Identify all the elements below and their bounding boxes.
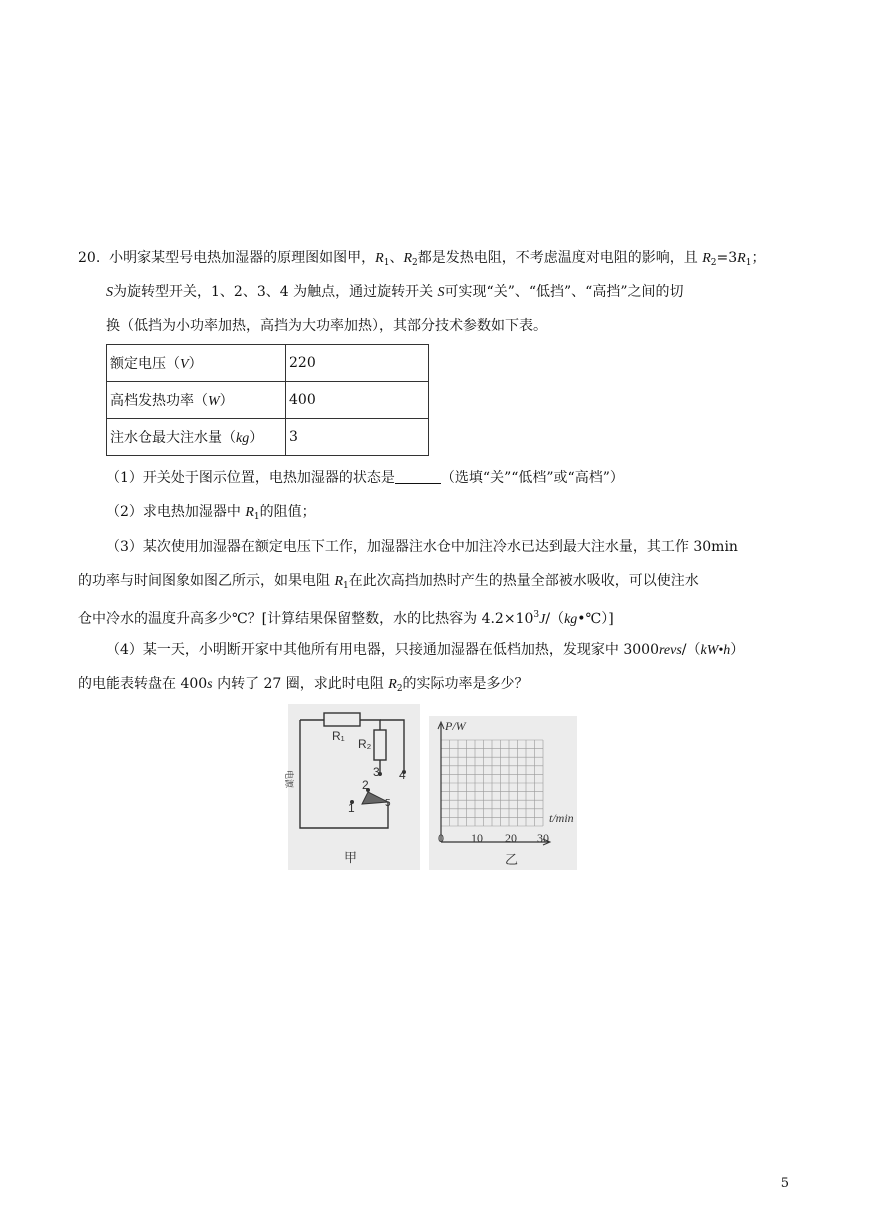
table-cell-label: 额定电压（V） (107, 345, 286, 382)
parameter-table (106, 344, 429, 456)
table-cell-value: 3 (286, 419, 429, 456)
x-tick-label: 0 (438, 831, 444, 845)
question-intro-line-3: 换（低挡为小功率加热，高挡为大功率加热），其部分技术参数如下表。 (106, 318, 547, 334)
table-row (107, 382, 429, 419)
x-tick-label: 10 (471, 831, 483, 845)
r1-resistor (324, 713, 360, 726)
part-4-line-1: （4）某一天，小明断开家中其他所有用电器，只接通加湿器在低档加热，发现家中 3000revs/（kW•h） (106, 642, 745, 658)
circuit-diagram (284, 704, 420, 870)
part-2: （2）求电热加湿器中 $R_1$的阻值； (106, 504, 316, 522)
x-axis-label: t/min (549, 811, 574, 825)
part-3-line-1: （3）某次使用加湿器在额定电压下工作，加湿器注水仓中加注冷水已达到最大注水量，其工作 30min (106, 539, 738, 555)
figure-caption-jia: 甲 (344, 850, 358, 865)
power-source-label: 电源 (284, 770, 294, 789)
table-cell-label: 高档发热功率（W） (107, 382, 286, 419)
circuit-wire (380, 720, 404, 770)
answer-blank (395, 469, 441, 484)
figure-caption-yi: 乙 (505, 852, 519, 867)
question-intro-line-1: 20. 小明家某型号电热加湿器的原理图如图甲，$R_1$、$R_2$都是发热电阻，不考虑温度对电阻的影响，且 $R_2=3R_1$； (78, 250, 766, 268)
r2-label: R₂ (358, 737, 372, 751)
question-number: 20. (78, 250, 101, 266)
table-row (107, 419, 429, 456)
circuit-wire (360, 720, 380, 730)
contact-3-label: 3 (373, 765, 380, 779)
contact-4-label: 4 (399, 768, 406, 782)
power-time-graph-figure (429, 716, 577, 870)
power-time-graph (429, 716, 577, 870)
x-tick-label: 30 (537, 831, 549, 845)
contact-1-label: 1 (348, 801, 355, 815)
table-cell-value: 400 (286, 382, 429, 419)
table-cell-label: 注水仓最大注水量（kg） (107, 419, 286, 456)
contact-2-label: 2 (362, 778, 369, 792)
circuit-diagram-figure (284, 704, 420, 870)
part-3-line-2: 的功率与时间图象如图乙所示，如果电阻 $R_1$在此次高挡加热时产生的热量全部被水吸收，可以使注水 (78, 573, 699, 591)
r2-resistor (374, 730, 386, 760)
y-axis-label: P/W (445, 719, 466, 733)
page-number: 5 (780, 1176, 789, 1191)
part-3-line-3: 仓中冷水的温度升高多少℃？[计算结果保留整数，水的比热容为 $4.2\times 10^3J/(kg•℃)$] (78, 610, 614, 627)
part-1: （1）开关处于图示位置，电热加湿器的状态是 （选填“关”“低档”或“高档”） (106, 470, 624, 486)
question-intro-line-2: S为旋转型开关，1、2、3、4 为触点，通过旋转开关 S可实现“关”、“低挡”、“高挡”之间的切 (106, 284, 684, 300)
x-tick-label: 20 (505, 831, 517, 845)
table-row (107, 345, 429, 382)
part-4-line-2: 的电能表转盘在 400s 内转了 27 圈，求此时电阻 $R_2$的实际功率是多少？ (78, 676, 529, 694)
table-cell-value: 220 (286, 345, 429, 382)
r1-label: R₁ (332, 729, 345, 743)
contact-5-label: 5 (385, 798, 391, 809)
